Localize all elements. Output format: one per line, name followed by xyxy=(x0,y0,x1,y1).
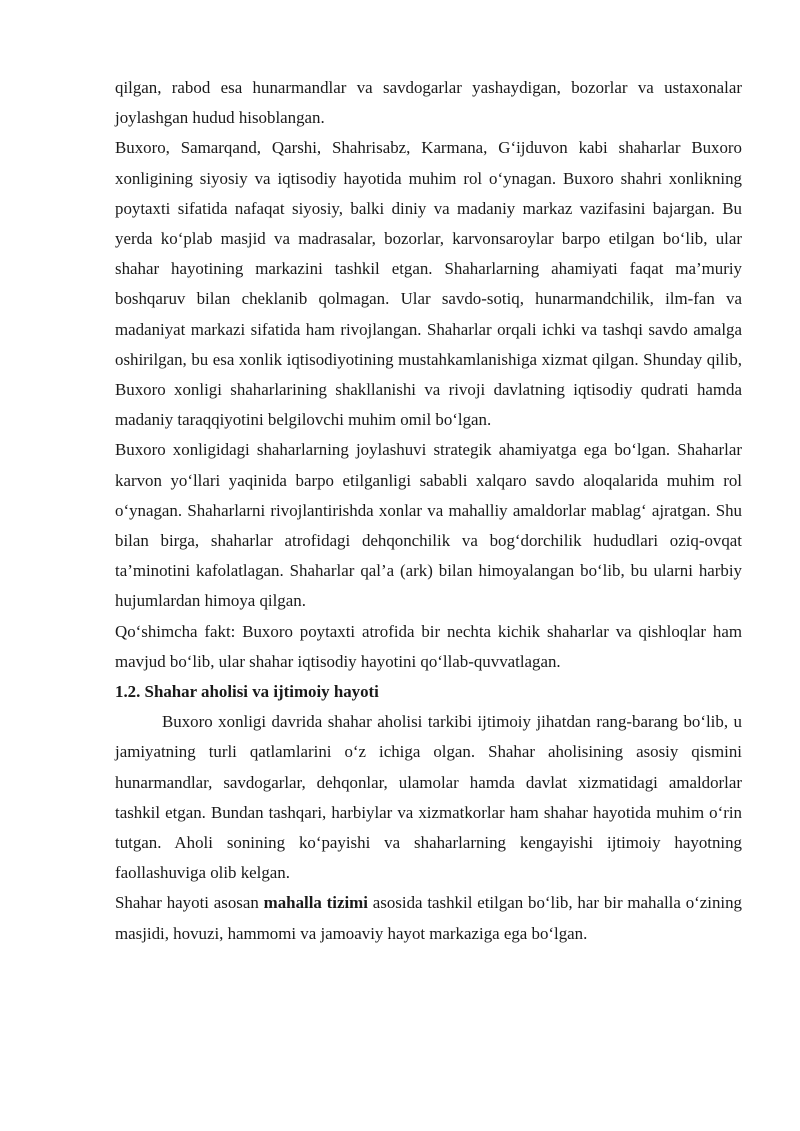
paragraph-population: Buxoro xonligi davrida shahar aholisi tarkibi ijtimoiy jihatdan rang-barang bo‘lib, u jamiyatning turli qatlamlarini o‘z ichiga olgan. Shahar aholisining asosiy qismini hunarmandlar, savdogarlar, dehqonlar, ulamolar hamda davlat xizmatidagi amaldorlar tashkil etgan. Bundan tashqari, harbiylar va xizmatkorlar ham shahar hayotida muhim o‘rin tutgan. Aholi sonining ko‘payishi va shaharlarning kengayishi ijtimoiy hayotning faollashuviga olib kelgan. xyxy=(115,712,742,883)
mahalla-bold-term: mahalla tizimi xyxy=(263,893,368,913)
paragraph-additional-fact: Qo‘shimcha fakt: Buxoro poytaxti atrofida bir nechta kichik shaharlar va qishloqlar ham mavjud bo‘lib, ular shahar iqtisodiy hayotini qo‘llab-quvvatlagan. xyxy=(115,621,742,671)
document-page xyxy=(115,73,742,949)
paragraph-cities-location: Buxoro xonligidagi shaharlarning joylashuvi strategik ahamiyatga ega bo‘lgan. Shaharlar karvon yo‘llari yaqinida barpo etilganligi sababli xalqaro savdo aloqalarida muhim rol o‘ynagan. Shaharlarni rivojlantirishda xonlar va mahalliy amaldorlar mablag‘ ajratgan. Shu bilan birga, shaharlar atrofidagi dehqonchilik va bog‘dorchilik hududlari oziq-ovqat ta’minotini kafolatlagan. Shaharlar qal’a (ark) bilan himoyalangan bo‘lib, bu ularni harbiy hujumlardan himoya qilgan. xyxy=(115,440,742,611)
mahalla-text-before: Shahar hayoti asosan xyxy=(115,893,264,913)
section-heading: 1.2. Shahar aholisi va ijtimoiy hayoti xyxy=(115,682,379,702)
paragraph-rabod-definition: qilgan, rabod esa hunarmandlar va savdogarlar yashaydigan, bozorlar va ustaxonalar joylashgan hudud hisoblangan. xyxy=(115,78,742,128)
mahalla-text-after: asosida tashkil etilgan bo‘lib, har bir mahalla o‘zining masjidi, hovuzi, hammomi va jamoaviy hayot markaziga ega bo‘lgan. xyxy=(115,893,742,943)
paragraph-mahalla-system xyxy=(115,888,742,948)
paragraph-cities-role: Buxoro, Samarqand, Qarshi, Shahrisabz, Karmana, G‘ijduvon kabi shaharlar Buxoro xonligining siyosiy va iqtisodiy hayotida muhim rol o‘ynagan. Buxoro shahri xonlikning poytaxti sifatida nafaqat siyosiy, balki diniy va madaniy markaz vazifasini bajargan. Bu yerda ko‘plab masjid va madrasalar, bozorlar, karvonsaroylar barpo etilgan bo‘lib, ular shahar hayotining markazini tashkil etgan. Shaharlarning ahamiyati faqat ma’muriy boshqaruv bilan cheklanib qolmagan. Ular savdo-sotiq, hunarmandchilik, ilm-fan va madaniyat markazi sifatida ham rivojlangan. Shaharlar orqali ichki va tashqi savdo amalga oshirilgan, bu esa xonlik iqtisodiyotining mustahkamlanishiga xizmat qilgan. Shunday qilib, Buxoro xonligi shaharlarining shakllanishi va rivoji davlatning iqtisodiy qudrati hamda madaniy taraqqiyotini belgilovchi muhim omil bo‘lgan. xyxy=(115,138,742,430)
